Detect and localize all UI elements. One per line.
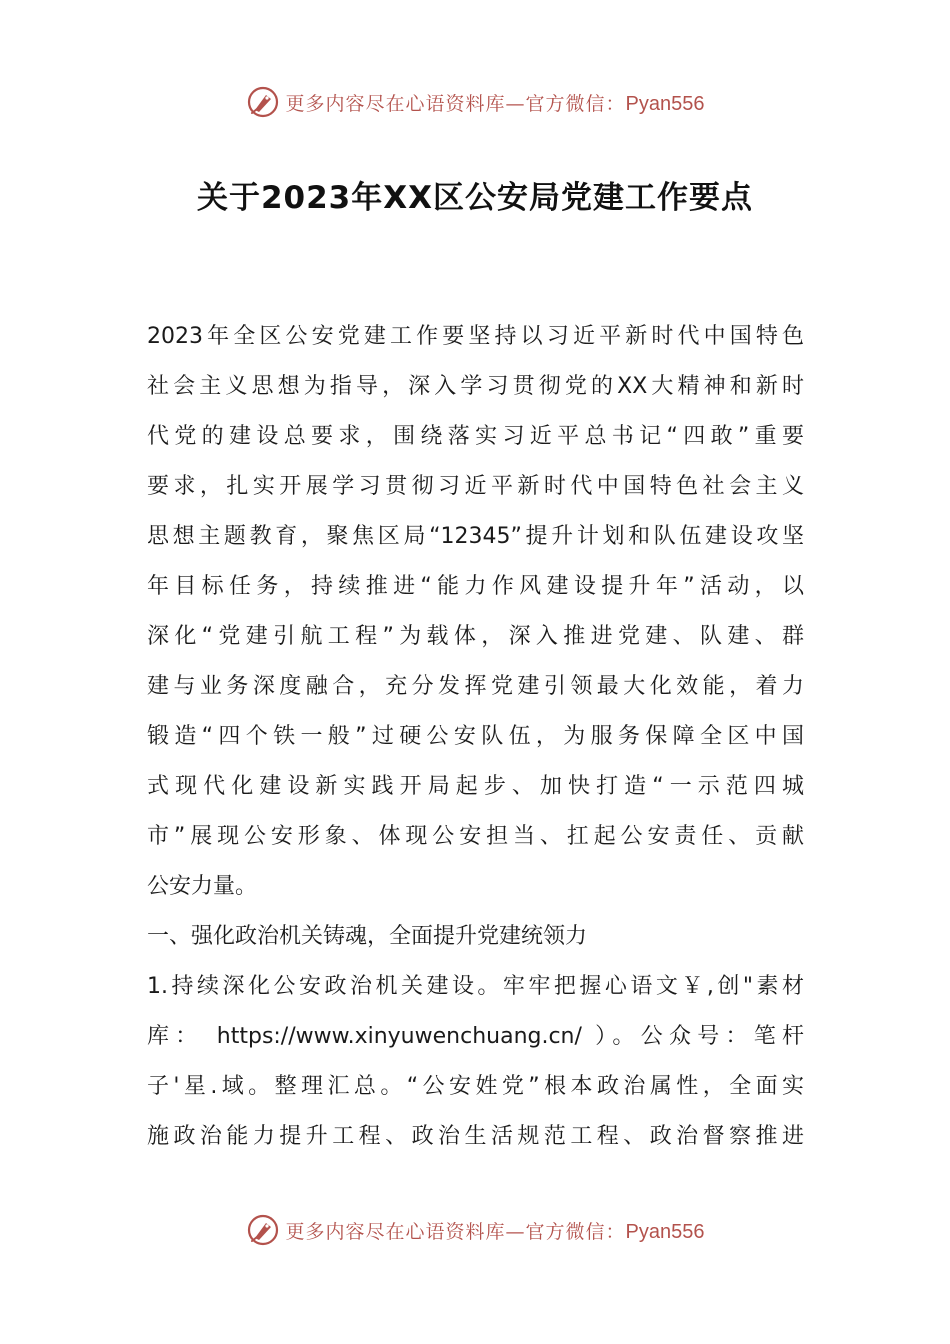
watermark-banner-bottom — [0, 1208, 950, 1252]
paragraph-intro — [147, 312, 804, 912]
text-line: 子'星.域。整理汇总。“公安姓党”根本政治属性，全面实 — [147, 1074, 804, 1099]
pen-nib-circle-icon — [246, 85, 280, 119]
text-line: 式现代化建设新实践开局起步、加快打造“一示范四城 — [147, 774, 804, 799]
document-title: 关于2023年XX区公安局党建工作要点 — [196, 180, 754, 216]
text-line: 思想主题教育，聚焦区局“12345”提升计划和队伍建设攻坚 — [147, 524, 804, 549]
text-line: 社会主义思想为指导，深入学习贯彻党的XX大精神和新时 — [147, 374, 804, 399]
text-line: 深化“党建引航工程”为载体，深入推进党建、队建、群 — [147, 624, 804, 649]
watermark-account: Pyan556 — [625, 1220, 705, 1243]
text-line: 锻造“四个铁一般”过硬公安队伍，为服务保障全区中国 — [147, 724, 804, 749]
document-body — [147, 312, 804, 1162]
text-line: 市”展现公安形象、体现公安担当、扛起公安责任、贡献 — [147, 824, 804, 849]
pen-nib-circle-icon — [246, 1213, 280, 1247]
text-line: 1.持续深化公安政治机关建设。牢牢把握心语文￥,创"素材 — [147, 974, 804, 999]
text-line: 要求，扎实开展学习贯彻习近平新时代中国特色社会主义 — [147, 474, 804, 499]
text-line: 公安力量。 — [147, 874, 258, 899]
watermark-account: Pyan556 — [625, 92, 705, 115]
paragraph-item-1 — [147, 962, 804, 1162]
section-heading — [147, 912, 804, 962]
heading-text: 一、强化政治机关铸魂，全面提升党建统领力 — [147, 924, 588, 949]
watermark-text: 更多内容尽在心语资料库—官方微信：Pyan556 — [285, 92, 705, 115]
text-line: 建与业务深度融合，充分发挥党建引领最大化效能，着力 — [147, 674, 804, 699]
text-line: 代党的建设总要求，围绕落实习近平总书记“四敢”重要 — [147, 424, 804, 449]
text-line: 2023年全区公安党建工作要坚持以习近平新时代中国特色 — [147, 324, 804, 349]
watermark-banner-top — [0, 80, 950, 124]
text-line: 年目标任务，持续推进“能力作风建设提升年”活动，以 — [147, 574, 804, 599]
text-line: 库： https://www.xinyuwenchuang.cn/ ）。公众号：笔杆 — [147, 1024, 804, 1049]
watermark-text: 更多内容尽在心语资料库—官方微信：Pyan556 — [285, 1220, 705, 1243]
text-line: 施政治能力提升工程、政治生活规范工程、政治督察推进 — [147, 1124, 804, 1149]
